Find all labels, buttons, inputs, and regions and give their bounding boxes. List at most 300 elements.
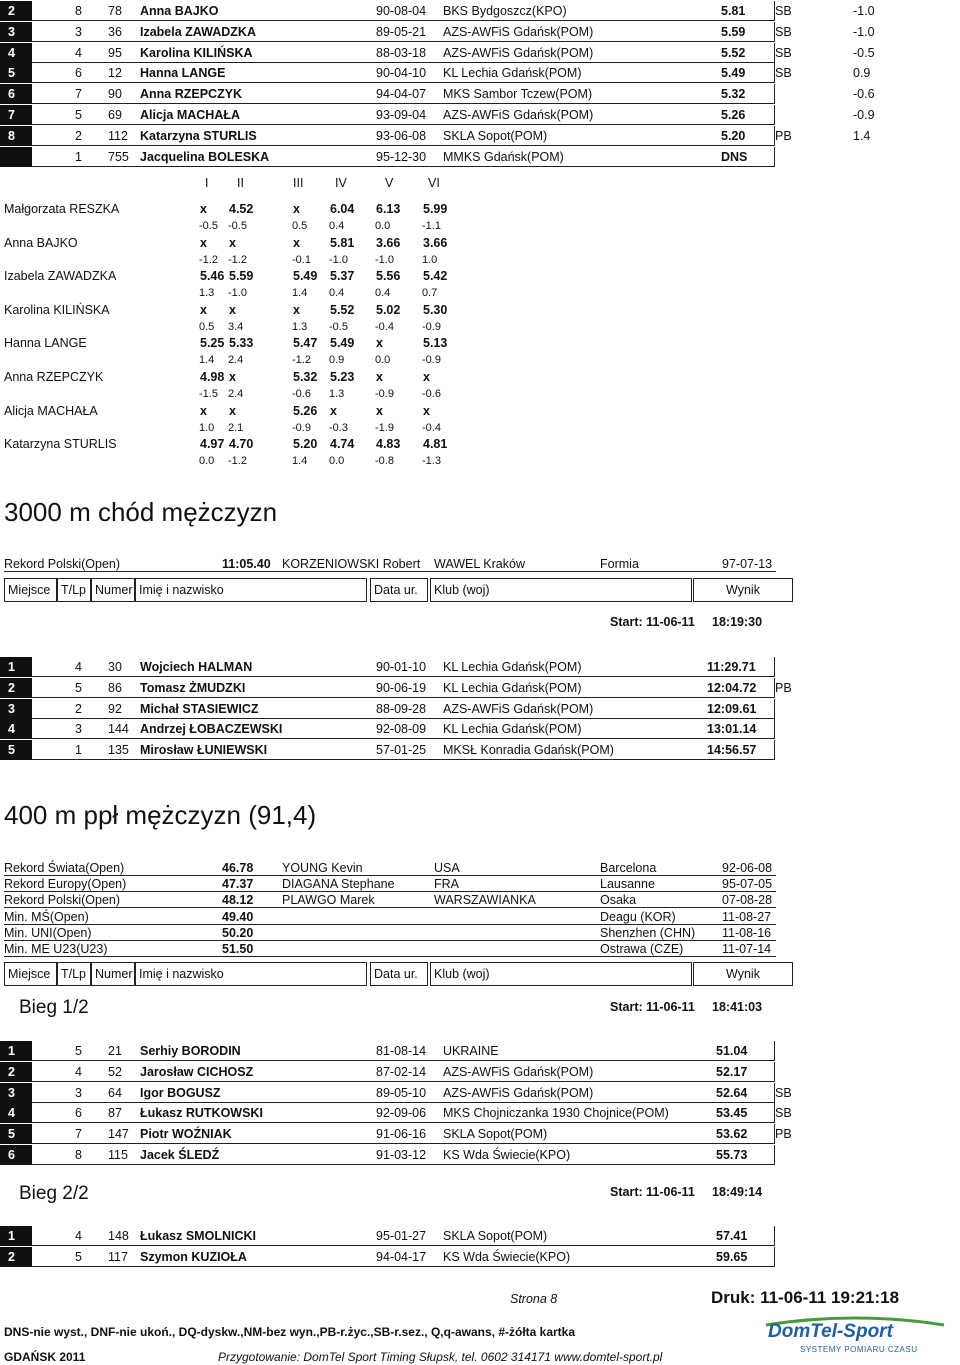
attempt-wind: -0.1: [292, 253, 311, 266]
attempt-mark: 6.04: [330, 202, 355, 216]
athlete-name: Łukasz RUTKOWSKI: [140, 1106, 263, 1121]
club-name: AZS-AWFiS Gdańsk(POM): [443, 1085, 594, 1100]
attempt-mark: 5.13: [423, 336, 448, 351]
tlp-cell: 3: [75, 1085, 82, 1100]
athlete-name: Małgorzata RESZKA: [4, 202, 120, 216]
record-date: 92-06-08: [722, 861, 773, 875]
attempt-wind: -0.6: [292, 388, 311, 400]
record-underline: [4, 956, 776, 957]
club-name: MKS Chojniczanka 1930 Chojnice(POM): [443, 1106, 669, 1121]
place-cell: 4: [0, 719, 32, 739]
result-value: 5.26: [721, 108, 746, 122]
record-mark: SB: [775, 4, 792, 18]
record-place: Shenzhen (CHN): [600, 925, 696, 940]
attempt-mark: x: [423, 403, 430, 418]
club-name: KL Lechia Gdańsk(POM): [443, 680, 582, 695]
birth-date: 93-09-04: [376, 108, 427, 122]
result-value: 52.17: [716, 1064, 748, 1079]
athlete-name: Mirosław ŁUNIEWSKI: [140, 743, 268, 758]
club-name: KL Lechia Gdańsk(POM): [443, 722, 582, 737]
birth-date: 89-05-21: [376, 24, 427, 39]
heat-title: Bieg 2/2: [19, 1183, 89, 1204]
attempt-wind: -0.6: [422, 388, 441, 400]
club-name: KS Wda Świecie(KPO): [443, 1148, 571, 1162]
record-underline: [4, 571, 776, 572]
attempt-mark: x: [200, 403, 207, 418]
birth-date: 90-01-10: [376, 660, 427, 674]
attempt-mark: 5.20: [293, 437, 318, 452]
attempt-wind: 0.0: [329, 455, 345, 468]
attempt-mark: 5.23: [330, 370, 355, 384]
print-timestamp: Druk: 11-06-11 19:21:18: [711, 1288, 900, 1307]
athlete-name: Hanna LANGE: [4, 336, 87, 351]
athlete-name: Karolina KILIŃSKA: [4, 302, 110, 317]
record-holder: DIAGANA Stephane: [282, 877, 395, 892]
attempt-wind: 0.4: [329, 287, 345, 300]
attempt-wind: -0.9: [422, 354, 441, 367]
tlp-cell: 6: [75, 1106, 82, 1121]
record-mark: SB: [775, 1106, 792, 1121]
club-name: MKS Sambor Tczew(POM): [443, 87, 593, 102]
wind-value: -1.0: [853, 4, 875, 18]
record-line: [4, 892, 776, 908]
wind-value: -0.9: [853, 108, 875, 122]
club-name: BKS Bydgoszcz(KPO): [443, 4, 567, 18]
result-row: [0, 699, 775, 719]
record-mark: PB: [775, 128, 792, 143]
header-name: Imię i nazwisko: [135, 578, 367, 602]
club-name: AZS-AWFiS Gdańsk(POM): [443, 45, 594, 60]
tlp-cell: 6: [75, 66, 82, 81]
tlp-cell: 7: [75, 1127, 82, 1142]
attempt-wind: 0.0: [199, 455, 215, 468]
attempt-header: IV: [335, 176, 347, 190]
domtel-logo: [760, 1315, 950, 1357]
attempt-mark: 4.81: [423, 437, 448, 452]
place-cell: 2: [0, 678, 32, 698]
record-mark: SB: [775, 45, 792, 60]
number-cell: 52: [108, 1064, 122, 1079]
record-place: Lausanne: [600, 877, 655, 892]
athlete-name: Szymon KUZIOŁA: [140, 1249, 247, 1264]
prepared-by: Przygotowanie: DomTel Sport Timing Słupsk, tel. 0602 314171 www.domtel-sport.pl: [218, 1350, 663, 1364]
attempt-wind: 2.1: [228, 421, 244, 434]
record-date: 07-08-28: [722, 893, 773, 908]
tlp-cell: 4: [75, 1229, 82, 1243]
result-value: 55.73: [716, 1148, 748, 1162]
place-cell: 6: [0, 1145, 32, 1165]
attempt-wind: -1.9: [375, 421, 394, 434]
place-cell: 7: [0, 105, 32, 125]
attempt-wind: 1.3: [292, 320, 308, 333]
tlp-cell: 1: [75, 149, 82, 164]
result-value: 53.62: [716, 1127, 748, 1142]
number-cell: 87: [108, 1106, 122, 1121]
result-row: [0, 1226, 775, 1246]
attempt-wind: -0.8: [375, 455, 394, 468]
place-cell: 2: [0, 1062, 32, 1082]
birth-date: 57-01-25: [376, 743, 427, 758]
number-cell: 90: [108, 87, 122, 102]
club-name: KL Lechia Gdańsk(POM): [443, 66, 582, 81]
result-row: [0, 1, 875, 21]
birth-date: 81-08-14: [376, 1044, 427, 1058]
number-cell: 112: [108, 128, 128, 143]
athlete-name: Igor BOGUSZ: [140, 1085, 221, 1100]
athlete-name: Anna RZEPCZYK: [4, 370, 104, 384]
attempt-wind: 0.0: [375, 354, 391, 367]
tlp-cell: 5: [75, 1044, 82, 1058]
attempt-wind: 1.4: [292, 455, 308, 468]
start-label: Start: 11-06-11: [610, 1185, 695, 1199]
attempt-wind: 2.4: [228, 354, 244, 367]
attempt-wind: -1.2: [228, 253, 247, 266]
attempt-mark: x: [229, 403, 236, 418]
attempt-wind: -1.0: [228, 287, 247, 300]
record-result: 51.50: [222, 942, 254, 956]
number-cell: 30: [108, 660, 122, 674]
result-row: [0, 740, 775, 760]
attempt-header: I: [205, 176, 209, 190]
attempt-mark: x: [229, 370, 236, 384]
wind-value: -1.0: [853, 24, 875, 39]
record-holder: YOUNG Kevin: [282, 861, 363, 875]
record-date: 95-07-05: [722, 877, 773, 892]
athlete-name: Karolina KILIŃSKA: [140, 45, 253, 60]
result-value: DNS: [721, 149, 748, 164]
number-cell: 144: [108, 722, 129, 737]
number-cell: 69: [108, 108, 122, 122]
record-holder: KORZENIOWSKI Robert: [282, 557, 421, 571]
tlp-cell: 5: [75, 680, 82, 695]
record-label: Min. ME U23(U23): [4, 942, 108, 956]
tlp-cell: 8: [75, 4, 82, 18]
result-row: [0, 126, 871, 146]
birth-date: 90-08-04: [376, 4, 427, 18]
record-mark: PB: [775, 680, 792, 695]
attempt-mark: 4.97: [200, 437, 225, 452]
attempt-wind: -0.9: [292, 421, 311, 434]
record-line: [4, 860, 776, 876]
result-value: 5.52: [721, 45, 746, 60]
attempt-mark: 5.47: [293, 336, 318, 351]
attempt-wind: 0.5: [199, 320, 215, 333]
record-label: Rekord Świata(Open): [4, 861, 125, 875]
record-club: WAWEL Kraków: [434, 557, 525, 571]
tlp-cell: 3: [75, 722, 82, 737]
attempt-mark: 4.83: [376, 437, 401, 452]
attempt-mark: 5.46: [200, 269, 225, 284]
tlp-cell: 3: [75, 24, 82, 39]
record-place: Osaka: [600, 893, 637, 908]
attempt-mark: 6.13: [376, 202, 401, 216]
attempt-wind: -1.3: [422, 455, 441, 468]
tlp-cell: 2: [75, 701, 82, 716]
heat-title: Bieg 1/2: [19, 997, 89, 1018]
attempt-wind: 1.4: [292, 287, 308, 300]
athlete-name: Izabela ZAWADZKA: [4, 269, 117, 284]
tlp-cell: 8: [75, 1148, 82, 1162]
number-cell: 64: [108, 1085, 122, 1100]
attempt-mark: 5.32: [293, 370, 318, 384]
record-place: Ostrawa (CZE): [600, 942, 684, 956]
number-cell: 86: [108, 680, 122, 695]
place-cell: 1: [0, 1041, 32, 1061]
athlete-name: Katarzyna STURLIS: [140, 128, 257, 143]
result-row: [0, 63, 871, 83]
record-holder: PLAWGO Marek: [282, 893, 375, 908]
header-dob: Data ur.: [370, 578, 428, 602]
result-value: 14:56.57: [707, 743, 757, 758]
club-name: MKSŁ Konradia Gdańsk(POM): [443, 743, 614, 758]
place-cell: [0, 147, 32, 167]
start-label: Start: 11-06-11: [610, 1000, 695, 1014]
athlete-name: Hanna LANGE: [140, 66, 226, 81]
result-value: 13:01.14: [707, 722, 757, 737]
attempt-wind: 1.3: [199, 287, 215, 300]
attempt-mark: x: [293, 235, 300, 250]
athlete-name: Anna BAJKO: [140, 4, 219, 18]
record-result: 48.12: [222, 893, 254, 908]
header-club: Klub (woj): [430, 578, 692, 602]
result-row: [0, 1103, 792, 1123]
club-name: SKLA Sopot(POM): [443, 1229, 548, 1243]
city-year: GDAŃSK 2011: [4, 1350, 86, 1364]
record-place: Deagu (KOR): [600, 909, 676, 924]
attempt-wind: -0.5: [329, 320, 348, 333]
attempt-wind: 1.0: [199, 421, 215, 434]
attempt-mark: x: [376, 370, 383, 384]
result-value: 5.32: [721, 87, 746, 102]
record-club: USA: [434, 861, 460, 875]
attempt-wind: -0.4: [375, 320, 394, 333]
attempt-mark: x: [200, 202, 207, 216]
attempt-wind: 0.0: [375, 220, 391, 232]
number-cell: 78: [108, 4, 122, 18]
record-label: Rekord Polski(Open): [4, 893, 121, 908]
place-cell: 1: [0, 1226, 32, 1246]
attempt-mark: 3.66: [423, 235, 448, 250]
attempt-mark: 4.74: [330, 437, 355, 452]
birth-date: 95-12-30: [376, 149, 427, 164]
attempt-mark: 5.30: [423, 302, 448, 317]
number-cell: 92: [108, 701, 122, 716]
logo-wordmark: DomTel-Sport: [768, 1321, 893, 1342]
attempt-mark: 4.98: [200, 370, 225, 384]
athlete-name: Piotr WOŹNIAK: [140, 1127, 232, 1142]
result-row: [0, 1062, 775, 1082]
record-date: 97-07-13: [722, 557, 773, 571]
attempt-mark: x: [330, 403, 337, 418]
attempt-header: III: [293, 176, 304, 190]
header-numer: Numer: [91, 578, 135, 602]
attempt-mark: x: [376, 403, 383, 418]
number-cell: 135: [108, 743, 129, 758]
header-tlp: T/Lp: [57, 962, 91, 986]
result-row: [0, 84, 875, 104]
header-dob: Data ur.: [370, 962, 428, 986]
record-date: 11-08-27: [722, 909, 772, 924]
attempt-wind: 1.0: [422, 253, 438, 266]
result-value: 11:29.71: [707, 660, 756, 674]
number-cell: 755: [108, 149, 129, 164]
attempt-mark: x: [229, 302, 236, 317]
record-place: Barcelona: [600, 861, 657, 875]
place-cell: 3: [0, 1083, 32, 1103]
attempt-wind: -0.4: [422, 421, 441, 434]
birth-date: 91-06-16: [376, 1127, 427, 1142]
club-name: SKLA Sopot(POM): [443, 128, 548, 143]
result-row: [0, 1145, 775, 1165]
attempt-mark: 5.99: [423, 202, 448, 216]
place-cell: 2: [0, 1247, 32, 1267]
attempt-mark: x: [229, 235, 236, 250]
result-row: [0, 1247, 775, 1267]
attempt-mark: x: [200, 302, 207, 317]
record-line: [4, 876, 776, 892]
wind-value: -0.5: [853, 45, 875, 60]
record-result: 46.78: [222, 861, 254, 875]
record-club: WARSZAWIANKA: [434, 893, 536, 908]
athlete-name: Wojciech HALMAN: [140, 660, 253, 674]
record-result: 47.37: [222, 877, 254, 892]
club-name: MMKS Gdańsk(POM): [443, 149, 564, 164]
attempt-mark: 5.56: [376, 269, 401, 284]
attempt-mark: 5.26: [293, 403, 318, 418]
tlp-cell: 2: [75, 128, 82, 143]
birth-date: 90-04-10: [376, 66, 427, 81]
result-row: [0, 657, 775, 677]
record-result: 50.20: [222, 925, 254, 940]
result-row: [0, 678, 792, 698]
athlete-name: Michał STASIEWICZ: [140, 701, 259, 716]
attempt-wind: 0.7: [422, 287, 438, 300]
attempt-mark: x: [376, 336, 383, 351]
header-result: Wynik: [693, 578, 793, 602]
attempt-wind: -0.5: [199, 220, 218, 232]
attempt-wind: -1.2: [228, 455, 247, 468]
header-result: Wynik: [693, 962, 793, 986]
number-cell: 115: [108, 1148, 128, 1162]
club-name: KL Lechia Gdańsk(POM): [443, 660, 582, 674]
wind-value: 0.9: [853, 66, 871, 81]
tlp-cell: 4: [75, 660, 82, 674]
athlete-name: Izabela ZAWADZKA: [140, 24, 256, 39]
result-value: 12:04.72: [707, 680, 757, 695]
athlete-name: Jacek ŚLEDŹ: [140, 1148, 220, 1162]
record-mark: SB: [775, 1085, 792, 1100]
number-cell: 117: [108, 1249, 128, 1264]
attempt-mark: 5.37: [330, 269, 355, 284]
record-label: Min. UNI(Open): [4, 925, 92, 940]
attempt-mark: x: [293, 202, 300, 216]
result-row: [0, 43, 875, 63]
result-value: 5.20: [721, 128, 746, 143]
attempt-mark: x: [423, 370, 430, 384]
attempt-mark: 5.59: [229, 269, 254, 284]
record-label: Rekord Polski(Open): [4, 557, 121, 571]
club-name: KS Wda Świecie(KPO): [443, 1249, 571, 1264]
club-name: AZS-AWFiS Gdańsk(POM): [443, 701, 594, 716]
attempt-wind: -1.2: [292, 354, 311, 367]
record-date: 11-08-16: [722, 925, 772, 940]
club-name: SKLA Sopot(POM): [443, 1127, 548, 1142]
attempt-wind: -0.9: [422, 320, 441, 333]
result-row: [0, 719, 775, 739]
attempt-wind: 3.4: [228, 320, 244, 333]
birth-date: 94-04-07: [376, 87, 427, 102]
start-time: 18:41:03: [712, 1000, 763, 1014]
attempt-mark: 4.52: [229, 202, 254, 216]
record-result: 49.40: [222, 909, 254, 924]
birth-date: 95-01-27: [376, 1229, 427, 1243]
result-value: 51.04: [716, 1044, 748, 1058]
attempt-mark: 5.42: [423, 269, 448, 284]
attempt-wind: -1.1: [422, 220, 441, 232]
result-value: 53.45: [716, 1106, 748, 1121]
result-value: 12:09.61: [707, 701, 757, 716]
record-line: [4, 909, 776, 925]
result-value: 5.81: [721, 4, 746, 18]
attempt-wind: -0.9: [375, 388, 394, 400]
attempt-mark: 5.25: [200, 336, 225, 351]
birth-date: 88-03-18: [376, 45, 427, 60]
start-time: 18:19:30: [712, 615, 763, 629]
result-row: [0, 1083, 792, 1103]
legend-text: DNS-nie wyst., DNF-nie ukoń., DQ-dyskw.,NM-bez wyn.,PB-r.życ.,SB-r.sez., Q,q-awans, #-żółta kartka: [4, 1325, 576, 1339]
club-name: AZS-AWFiS Gdańsk(POM): [443, 24, 594, 39]
attempt-mark: 5.02: [376, 302, 401, 317]
attempt-wind: 1.3: [329, 388, 345, 400]
attempt-wind: 2.4: [228, 388, 244, 400]
place-cell: 5: [0, 740, 32, 760]
header-miejsce: Miejsce: [4, 962, 57, 986]
attempt-mark: 5.52: [330, 302, 355, 317]
attempt-wind: -0.3: [329, 421, 348, 434]
record-line: [4, 556, 776, 572]
athlete-name: Andrzej ŁOBACZEWSKI: [140, 722, 283, 737]
birth-date: 88-09-28: [376, 701, 427, 716]
result-value: 59.65: [716, 1249, 748, 1264]
attempt-wind: -1.2: [199, 253, 218, 266]
result-value: 5.59: [721, 24, 746, 39]
result-row: [0, 22, 875, 42]
number-cell: 36: [108, 24, 122, 39]
birth-date: 92-08-09: [376, 722, 427, 737]
attempt-wind: -1.0: [375, 253, 394, 266]
attempt-mark: 5.49: [330, 336, 355, 351]
attempt-header: II: [237, 176, 244, 190]
attempt-wind: 0.5: [292, 220, 308, 232]
record-club: FRA: [434, 877, 459, 892]
athlete-name: Katarzyna STURLIS: [4, 437, 117, 452]
record-line: [4, 925, 776, 941]
birth-date: 89-05-10: [376, 1085, 427, 1100]
tlp-cell: 5: [75, 108, 82, 122]
number-cell: 21: [108, 1044, 122, 1058]
record-date: 11-07-14: [722, 942, 772, 956]
attempt-mark: 5.33: [229, 336, 254, 351]
athlete-name: Serhiy BORODIN: [140, 1044, 241, 1058]
start-label: Start: 11-06-11: [610, 615, 695, 629]
club-name: UKRAINE: [443, 1044, 499, 1058]
birth-date: 91-03-12: [376, 1148, 427, 1162]
attempt-header: V: [385, 176, 394, 190]
attempt-mark: 3.66: [376, 235, 401, 250]
athlete-name: Jacquelina BOLESKA: [140, 149, 270, 164]
record-result: 11:05.40: [222, 557, 271, 571]
attempt-wind: -1.5: [199, 388, 218, 400]
